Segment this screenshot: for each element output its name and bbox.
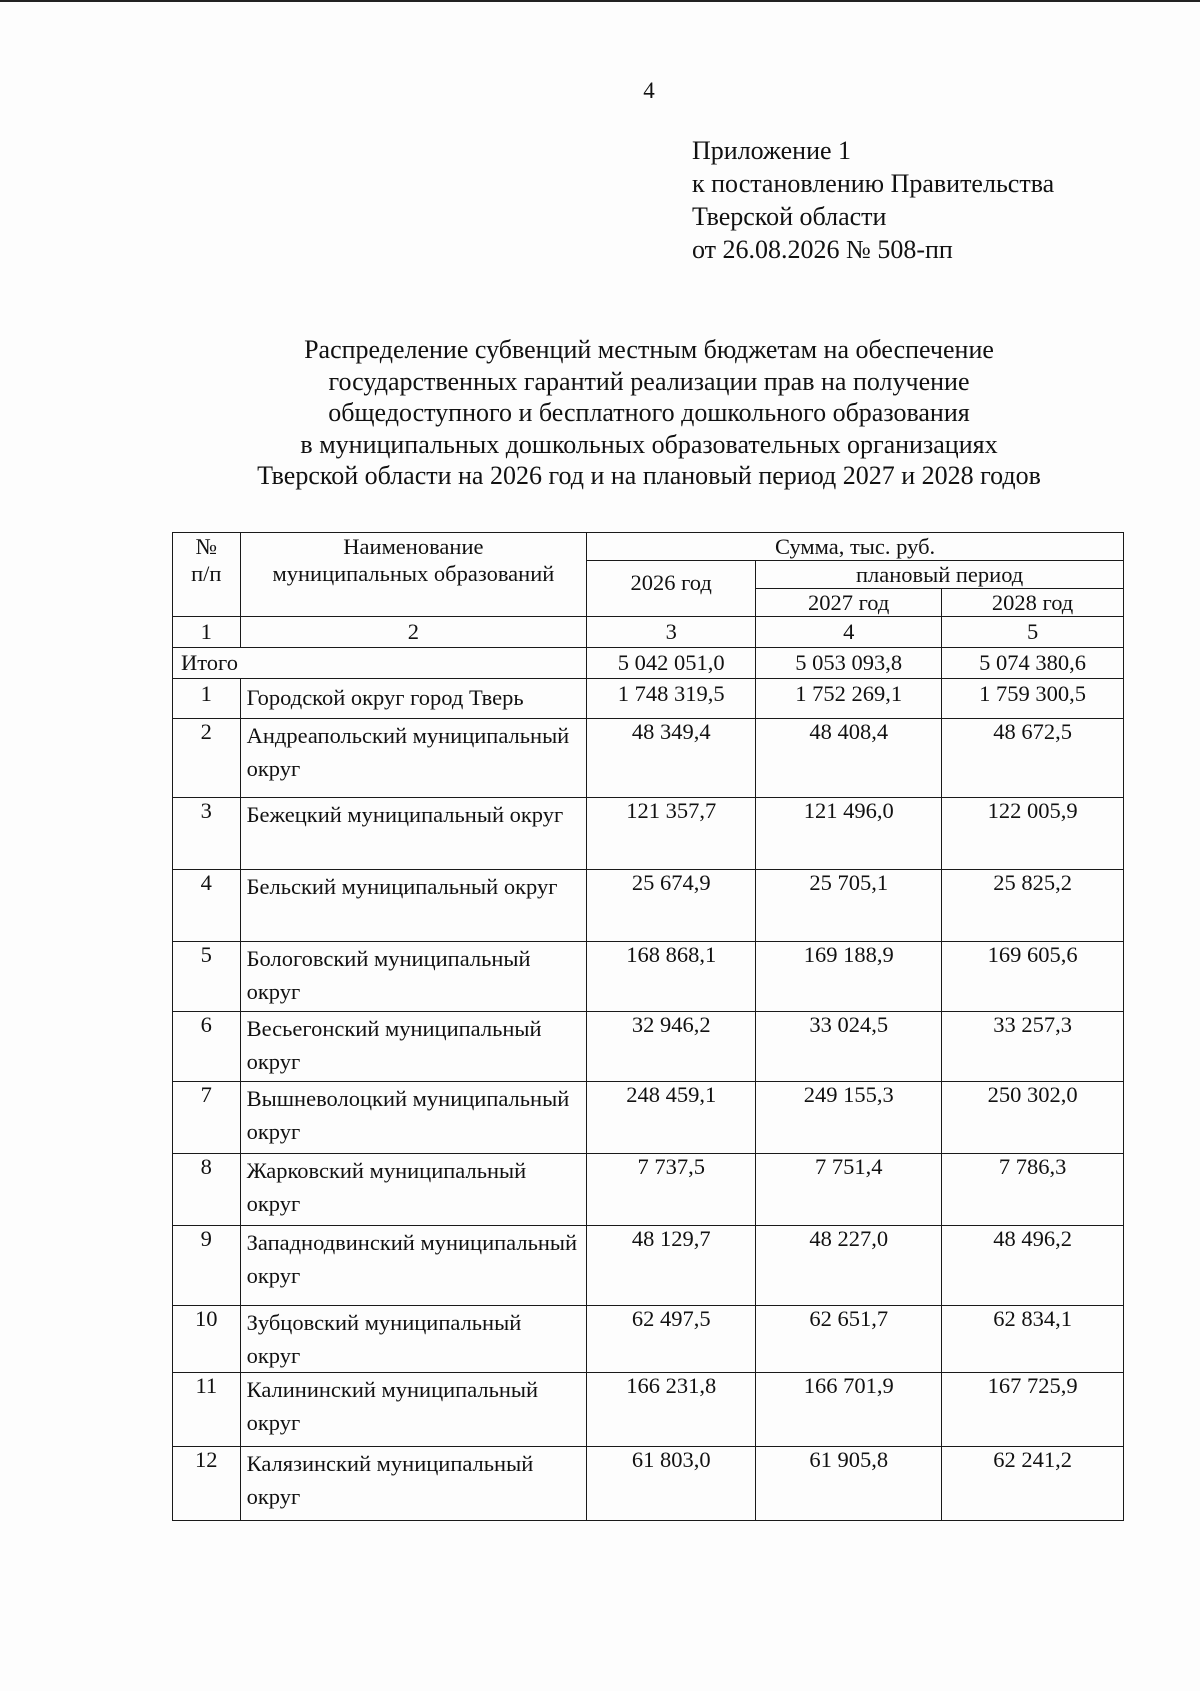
value-2028: 48 496,2: [942, 1226, 1124, 1306]
header-num-line2: п/п: [191, 561, 222, 586]
municipality-name: Бежецкий муниципальный округ: [240, 798, 587, 870]
value-2026: 168 868,1: [587, 942, 756, 1012]
value-2026: 25 674,9: [587, 870, 756, 942]
appendix-line: Приложение 1: [692, 136, 852, 165]
value-2027: 169 188,9: [756, 942, 942, 1012]
column-index-row: [173, 617, 1124, 648]
title-line: в муниципальных дошкольных образовательных организациях: [300, 429, 998, 459]
value-2026: 121 357,7: [587, 798, 756, 870]
page-number: 4: [643, 78, 655, 103]
value-2026: 62 497,5: [587, 1306, 756, 1373]
municipality-name: Зубцовский муниципальный округ: [240, 1306, 587, 1373]
municipality-name: Городской округ город Тверь: [240, 679, 587, 719]
table-row: [173, 679, 1124, 719]
value-2026: 61 803,0: [587, 1447, 756, 1521]
row-number: 8: [173, 1154, 241, 1226]
value-2028: 7 786,3: [942, 1154, 1124, 1226]
value-2027: 62 651,7: [756, 1306, 942, 1373]
value-2028: 33 257,3: [942, 1012, 1124, 1082]
index-cell: 1: [173, 617, 241, 648]
value-2028: 250 302,0: [942, 1082, 1124, 1154]
value-2026: 1 748 319,5: [587, 679, 756, 719]
appendix-line: к постановлению Правительства: [692, 169, 1055, 198]
header-name-line2: муниципальных образований: [272, 561, 555, 586]
value-2028: 48 672,5: [942, 719, 1124, 798]
row-number: 6: [173, 1012, 241, 1082]
municipality-name: Бельский муниципальный округ: [240, 870, 587, 942]
appendix-block: [692, 134, 1054, 266]
total-2026: 5 042 051,0: [587, 648, 756, 679]
value-2026: 48 129,7: [587, 1226, 756, 1306]
table-row: [173, 1226, 1124, 1306]
value-2027: 249 155,3: [756, 1082, 942, 1154]
value-2028: 169 605,6: [942, 942, 1124, 1012]
index-cell: 4: [756, 617, 942, 648]
title-line: Тверской области на 2026 год и на плановый период 2027 и 2028 годов: [257, 461, 1041, 490]
municipality-name: Весьегонский муниципальный округ: [240, 1012, 587, 1082]
header-planning-period: плановый период: [756, 561, 1124, 589]
municipality-name: Андреапольский муниципальный округ: [240, 719, 587, 798]
table-row: [173, 942, 1124, 1012]
table-row: [173, 1012, 1124, 1082]
value-2028: 167 725,9: [942, 1373, 1124, 1447]
row-number: 10: [173, 1306, 241, 1373]
municipality-name: Вышневолоцкий муниципальный округ: [240, 1082, 587, 1154]
total-label: Итого: [173, 648, 587, 679]
title-line: общедоступного и бесплатного дошкольного образования: [328, 398, 970, 427]
total-2027: 5 053 093,8: [756, 648, 942, 679]
table-row: [173, 1154, 1124, 1226]
value-2028: 62 834,1: [942, 1306, 1124, 1373]
page-top-edge: [0, 0, 1200, 2]
value-2027: 166 701,9: [756, 1373, 942, 1447]
header-name: [240, 533, 587, 617]
index-cell: 3: [587, 617, 756, 648]
header-name-line1: Наименование: [343, 534, 484, 559]
municipality-name: Бологовский муниципальный округ: [240, 942, 587, 1012]
row-number: 11: [173, 1373, 241, 1447]
table-row: [173, 719, 1124, 798]
value-2026: 48 349,4: [587, 719, 756, 798]
row-number: 5: [173, 942, 241, 1012]
total-row: [173, 648, 1124, 679]
value-2028: 25 825,2: [942, 870, 1124, 942]
value-2027: 33 024,5: [756, 1012, 942, 1082]
row-number: 12: [173, 1447, 241, 1521]
header-num-line1: №: [195, 534, 218, 559]
table-row: [173, 1306, 1124, 1373]
table-row: [173, 1082, 1124, 1154]
value-2026: 248 459,1: [587, 1082, 756, 1154]
appendix-date-number: от 26.08.2026 № 508-пп: [692, 235, 953, 264]
table-row: [173, 798, 1124, 870]
value-2027: 48 408,4: [756, 719, 942, 798]
municipality-name: Западнодвинский муниципальный округ: [240, 1226, 587, 1306]
header-year-2028: 2028 год: [942, 589, 1124, 617]
value-2027: 48 227,0: [756, 1226, 942, 1306]
municipality-name: Калининский муниципальный округ: [240, 1373, 587, 1447]
row-number: 1: [173, 679, 241, 719]
value-2026: 166 231,8: [587, 1373, 756, 1447]
index-cell: 2: [240, 617, 587, 648]
appendix-line: Тверской области: [692, 202, 887, 231]
municipality-name: Калязинский муниципальный округ: [240, 1447, 587, 1521]
header-num: [173, 533, 241, 617]
row-number: 4: [173, 870, 241, 942]
title-line: государственных гарантий реализации прав на получение: [328, 366, 970, 396]
value-2028: 62 241,2: [942, 1447, 1124, 1521]
row-number: 7: [173, 1082, 241, 1154]
row-number: 3: [173, 798, 241, 870]
row-number: 2: [173, 719, 241, 798]
value-2028: 122 005,9: [942, 798, 1124, 870]
value-2027: 25 705,1: [756, 870, 942, 942]
index-cell: 5: [942, 617, 1124, 648]
header-year-2026: 2026 год: [587, 561, 756, 617]
table-row: [173, 1447, 1124, 1521]
value-2027: 121 496,0: [756, 798, 942, 870]
value-2027: 1 752 269,1: [756, 679, 942, 719]
value-2027: 7 751,4: [756, 1154, 942, 1226]
total-2028: 5 074 380,6: [942, 648, 1124, 679]
title-line: Распределение субвенций местным бюджетам на обеспечение: [304, 335, 994, 364]
value-2026: 32 946,2: [587, 1012, 756, 1082]
subvention-table: [172, 532, 1124, 1521]
municipality-name: Жарковский муниципальный округ: [240, 1154, 587, 1226]
table-row: [173, 1373, 1124, 1447]
table-row: [173, 870, 1124, 942]
row-number: 9: [173, 1226, 241, 1306]
value-2028: 1 759 300,5: [942, 679, 1124, 719]
header-sum: Сумма, тыс. руб.: [587, 533, 1124, 561]
value-2027: 61 905,8: [756, 1447, 942, 1521]
document-title: [0, 334, 1200, 492]
value-2026: 7 737,5: [587, 1154, 756, 1226]
header-year-2027: 2027 год: [756, 589, 942, 617]
